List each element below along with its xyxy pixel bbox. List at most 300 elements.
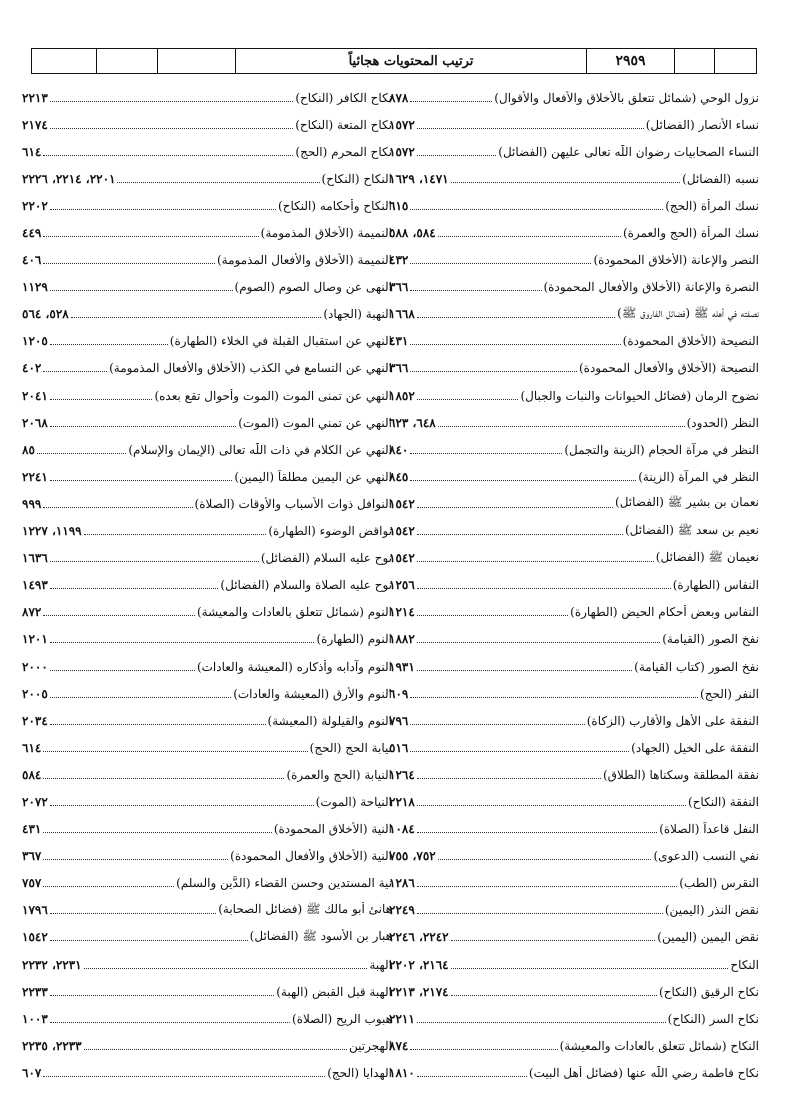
dot-leader bbox=[84, 967, 368, 969]
entry-page-numbers: ٣٦٦ bbox=[389, 361, 409, 376]
entry-topic: النية (الأخلاق المحمودة) bbox=[273, 822, 392, 837]
index-entry bbox=[22, 463, 392, 490]
entry-topic: النهى عن وصال الصوم (الصوم) bbox=[234, 280, 392, 295]
index-entry bbox=[389, 138, 759, 165]
entry-topic: النفقة (النكاح) bbox=[687, 794, 759, 809]
index-entry bbox=[22, 219, 392, 246]
entry-page-numbers: ٦٠٧ bbox=[22, 1065, 42, 1080]
dot-leader bbox=[71, 316, 322, 318]
entry-page-numbers: ٤٠٦ bbox=[22, 253, 42, 268]
entry-topic: النساء الصحابيات رضوان اللّٰه تعالى عليهن (الفضائل) bbox=[498, 144, 759, 159]
entry-topic: نواقض الوضوء (الطهارة) bbox=[268, 524, 392, 539]
dot-leader bbox=[438, 858, 652, 860]
entry-topic: النظر (الحدود) bbox=[686, 415, 759, 430]
page-title: ترتيب المحتويات هجائياً bbox=[235, 49, 586, 73]
dot-leader bbox=[417, 641, 660, 643]
index-entry bbox=[22, 816, 392, 843]
index-entry bbox=[389, 463, 759, 490]
entry-topic: نكاح الرقيق (النكاح) bbox=[659, 984, 759, 999]
entry-page-numbers: ٨٧٢ bbox=[22, 605, 42, 620]
entry-topic: نية المستدين وحسن القضاء (الدَّين والسلم) bbox=[176, 876, 392, 891]
dot-leader bbox=[50, 669, 195, 671]
entry-page-numbers: ٦١٥ bbox=[389, 198, 409, 213]
entry-page-numbers: ١٥٤٢ bbox=[22, 930, 48, 945]
entry-page-numbers: ٢٠٤١ bbox=[22, 388, 48, 403]
dot-leader bbox=[417, 614, 568, 616]
index-entry bbox=[389, 382, 759, 409]
dot-leader bbox=[410, 289, 541, 291]
index-entry bbox=[389, 490, 759, 517]
dot-leader bbox=[43, 885, 174, 887]
entry-topic: النهي عن اليمين مطلقاً (اليمين) bbox=[234, 469, 392, 484]
entry-topic: نقض النذر (اليمين) bbox=[664, 903, 759, 918]
entry-topic: النهي عن تمني الموت (الموت) bbox=[238, 415, 392, 430]
dot-leader bbox=[43, 750, 307, 752]
entry-topic: النية (الأخلاق والأفعال المحمودة) bbox=[230, 849, 392, 864]
entry-page-numbers: ١٠٨٤ bbox=[389, 822, 415, 837]
entry-topic: النهي عن التسامع في الكذب (الأخلاق والأفعال المذمومة) bbox=[109, 361, 392, 376]
entry-page-numbers: ٦١٤ bbox=[22, 740, 42, 755]
entry-topic: نكاح فاطمة رضي اللّٰه عنها (فضائل أهل البيت) bbox=[528, 1065, 759, 1080]
dot-leader bbox=[410, 343, 620, 345]
entry-page-numbers: ٢٢٤٩ bbox=[389, 903, 415, 918]
entry-page-numbers: ١١٩٩، ١٢٢٧ bbox=[22, 524, 82, 539]
index-entry bbox=[389, 924, 759, 951]
entry-page-numbers: ٦١٤ bbox=[22, 144, 42, 159]
index-entry bbox=[22, 301, 392, 328]
dot-leader bbox=[50, 641, 315, 643]
dot-leader bbox=[410, 479, 636, 481]
dot-leader bbox=[438, 425, 685, 427]
index-entry bbox=[22, 978, 392, 1005]
dot-leader bbox=[417, 127, 644, 129]
index-entry bbox=[22, 843, 392, 870]
entry-topic: نوح عليه السلام (الفضائل) bbox=[260, 551, 392, 566]
dot-leader bbox=[43, 370, 107, 372]
entry-page-numbers: ١٢٨٦ bbox=[389, 876, 415, 891]
entry-topic: النقرس (الطب) bbox=[679, 876, 759, 891]
index-entry bbox=[22, 409, 392, 436]
index-entry bbox=[389, 111, 759, 138]
entry-topic: النفقة على الخيل (الجهاد) bbox=[631, 740, 759, 755]
entry-topic: النصر والإعانة (الأخلاق المحمودة) bbox=[593, 253, 759, 268]
entry-topic: نكاح الكافر (النكاح) bbox=[295, 90, 392, 105]
dot-leader bbox=[50, 696, 231, 698]
index-entry bbox=[22, 165, 392, 192]
entry-page-numbers: ٢١٦٤، ٢٢٠٢ bbox=[389, 957, 449, 972]
entry-page-numbers: ٧٩٦ bbox=[389, 713, 409, 728]
entry-topic: نساء الأنصار (الفضائل) bbox=[645, 117, 759, 132]
entry-page-numbers: ٨٤٠ bbox=[389, 442, 409, 457]
entry-topic: النفر (الحج) bbox=[700, 686, 759, 701]
dot-leader bbox=[50, 343, 168, 345]
entry-page-numbers: ١٢٠٥ bbox=[22, 334, 48, 349]
index-entry bbox=[22, 382, 392, 409]
index-entry bbox=[22, 870, 392, 897]
entry-topic: النصرة والإعانة (الأخلاق والأفعال المحمودة) bbox=[543, 280, 759, 295]
index-entry bbox=[389, 734, 759, 761]
entry-page-numbers: ٢٢٣١، ٢٢٣٢ bbox=[22, 957, 82, 972]
index-entry bbox=[22, 274, 392, 301]
index-entry bbox=[22, 951, 392, 978]
entry-page-numbers: ١٧٩٦ bbox=[22, 903, 48, 918]
dot-leader bbox=[37, 452, 126, 454]
entry-topic: النكاح وأحكامه (النكاح) bbox=[278, 198, 392, 213]
entry-page-numbers: ٨٧٤ bbox=[389, 1038, 409, 1053]
dot-leader bbox=[417, 831, 657, 833]
dot-leader bbox=[417, 506, 613, 508]
entry-topic: نكاح المحرم (الحج) bbox=[295, 144, 392, 159]
dot-leader bbox=[50, 479, 233, 481]
entry-page-numbers: ٢٠٧٢ bbox=[22, 794, 48, 809]
entry-topic: النوم (الطهارة) bbox=[316, 632, 392, 647]
index-entry bbox=[22, 680, 392, 707]
index-entry bbox=[22, 328, 392, 355]
entry-page-numbers: ٢٢٤٢، ٢٢٤٦ bbox=[389, 930, 449, 945]
entry-page-numbers: ٧٥٢، ٧٥٥ bbox=[389, 849, 436, 864]
dot-leader bbox=[43, 506, 192, 508]
dot-leader bbox=[451, 181, 681, 183]
entry-topic: نيابة الحج (الحج) bbox=[309, 740, 392, 755]
index-entry bbox=[389, 788, 759, 815]
entry-page-numbers: ٨٥ bbox=[22, 442, 35, 457]
entry-page-numbers: ١٢١٤ bbox=[389, 605, 415, 620]
entry-page-numbers: ٢٢٠٢ bbox=[22, 198, 48, 213]
dot-leader bbox=[451, 994, 657, 996]
entry-page-numbers: ٢٠٣٤ bbox=[22, 713, 48, 728]
dot-leader bbox=[43, 614, 195, 616]
entry-page-numbers: ٢٢٣٣، ٢٢٣٥ bbox=[22, 1038, 82, 1053]
dot-leader bbox=[417, 912, 663, 914]
index-entry bbox=[22, 1059, 392, 1086]
entry-topic: النميمة (الأخلاق المذمومة) bbox=[260, 226, 392, 241]
dot-leader bbox=[43, 262, 215, 264]
index-entry bbox=[389, 328, 759, 355]
dot-leader bbox=[84, 533, 267, 535]
page-number: ٢٩٥٩ bbox=[586, 49, 674, 73]
entry-page-numbers: ٣٦٧ bbox=[22, 849, 42, 864]
entry-topic: نوح عليه الصلاة والسلام (الفضائل) bbox=[220, 578, 392, 593]
entry-topic: النفاس وبعض أحكام الحيض (الطهارة) bbox=[570, 605, 759, 620]
entry-topic: نسبه (الفضائل) bbox=[682, 171, 759, 186]
entry-topic: النصيحة (الأخلاق المحمودة) bbox=[622, 334, 759, 349]
dot-leader bbox=[50, 912, 216, 914]
index-entry bbox=[22, 761, 392, 788]
entry-topic: نفقة المطلقة وسكناها (الطلاق) bbox=[602, 767, 759, 782]
index-entry bbox=[389, 897, 759, 924]
dot-leader bbox=[417, 587, 671, 589]
index-entry bbox=[389, 192, 759, 219]
entry-topic: النوم وآدابه وأذكاره (المعيشة والعادات) bbox=[196, 659, 392, 674]
index-entry bbox=[389, 84, 759, 111]
entry-topic: نقض اليمين (اليمين) bbox=[657, 930, 759, 945]
index-entry bbox=[389, 870, 759, 897]
entry-page-numbers: ٣٦٦ bbox=[389, 280, 409, 295]
entry-topic: نفي النسب (الدعوى) bbox=[653, 849, 759, 864]
dot-leader bbox=[43, 235, 258, 237]
entry-topic: النهي عن الكلام في ذات اللّٰه تعالى (الإيمان والإسلام) bbox=[128, 442, 392, 457]
entry-page-numbers: ٢٢٤١ bbox=[22, 469, 48, 484]
entry-page-numbers: ٥٨٤، ٥٨٨ bbox=[389, 226, 436, 241]
index-entry bbox=[389, 518, 759, 545]
dot-leader bbox=[50, 289, 233, 291]
index-entry bbox=[389, 219, 759, 246]
entry-page-numbers: ٥٢٨، ٥٦٤ bbox=[22, 307, 69, 322]
dot-leader bbox=[417, 560, 654, 562]
index-entry bbox=[22, 924, 392, 951]
index-entry bbox=[22, 490, 392, 517]
page-header bbox=[31, 48, 757, 74]
entry-topic: نعيمان ﷺ (الفضائل) bbox=[655, 549, 759, 564]
dot-leader bbox=[50, 208, 276, 210]
dot-leader bbox=[410, 723, 584, 725]
entry-page-numbers: ٢٢١٣ bbox=[22, 90, 48, 105]
entry-page-numbers: ٢٢١١ bbox=[389, 1011, 415, 1026]
index-entry bbox=[389, 761, 759, 788]
entry-page-numbers: ٢٢٠١، ٢٢١٤، ٢٢٢٦ bbox=[22, 171, 116, 186]
header-empty-cell bbox=[32, 49, 96, 73]
index-entry bbox=[389, 680, 759, 707]
dot-leader bbox=[438, 235, 621, 237]
index-entry bbox=[389, 572, 759, 599]
entry-page-numbers: ١٠٠٣ bbox=[22, 1011, 48, 1026]
entry-topic: النظر في مرآة الحجام (الزينة والتجمل) bbox=[564, 442, 759, 457]
entry-topic: النهبة (الجهاد) bbox=[323, 307, 392, 322]
entry-topic: النهي عن استقبال القبلة في الخلاء (الطهارة) bbox=[169, 334, 392, 349]
entry-topic: نعمان بن بشير ﷺ (الفضائل) bbox=[615, 495, 759, 510]
index-entry bbox=[22, 545, 392, 572]
index-entry bbox=[22, 247, 392, 274]
index-entry bbox=[389, 409, 759, 436]
entry-topic: النكاح (النكاح) bbox=[321, 171, 392, 186]
entry-page-numbers: ٨٧٨ bbox=[389, 90, 409, 105]
entry-page-numbers: ٢٢١٨ bbox=[389, 794, 415, 809]
dot-leader bbox=[50, 398, 153, 400]
entry-topic: نعيم بن سعد ﷺ (الفضائل) bbox=[624, 522, 759, 537]
entry-topic: النوم (شمائل تتعلق بالعادات والمعيشة) bbox=[196, 605, 392, 620]
entry-topic: الهبة قبل القبض (الهبة) bbox=[276, 984, 392, 999]
dot-leader bbox=[417, 1075, 527, 1077]
index-entry bbox=[22, 436, 392, 463]
entry-topic: نسك المرأة (الحج) bbox=[665, 198, 759, 213]
index-entry bbox=[389, 816, 759, 843]
dot-leader bbox=[43, 858, 228, 860]
dot-leader bbox=[43, 831, 271, 833]
dot-leader bbox=[50, 804, 314, 806]
entry-page-numbers: ٢٠٠٥ bbox=[22, 686, 48, 701]
entry-page-numbers: ٤٣١ bbox=[389, 334, 409, 349]
entry-topic: هانئ أبو مالك ﷺ (فضائل الصحابة) bbox=[218, 901, 392, 916]
entry-page-numbers: ١٥٤٢ bbox=[389, 551, 415, 566]
entry-page-numbers: ٦٠٩ bbox=[389, 686, 409, 701]
entry-page-numbers: ٢١٧٤ bbox=[22, 117, 48, 132]
index-entry bbox=[389, 1032, 759, 1059]
dot-leader bbox=[410, 262, 591, 264]
entry-page-numbers: ١٥٤٢ bbox=[389, 524, 415, 539]
header-empty-cell bbox=[674, 49, 714, 73]
entry-page-numbers: ١٤٧١، ١٦٢٩ bbox=[389, 171, 449, 186]
dot-leader bbox=[417, 154, 497, 156]
entry-page-numbers: ١٥٧٢ bbox=[389, 144, 415, 159]
header-empty-cell bbox=[157, 49, 235, 73]
entry-page-numbers: ٢٢٣٣ bbox=[22, 984, 48, 999]
entry-topic: النيابة (الحج والعمرة) bbox=[286, 767, 392, 782]
entry-page-numbers: ١٦٦٨ bbox=[389, 307, 415, 322]
index-entry bbox=[389, 545, 759, 572]
entry-page-numbers: ٩٩٩ bbox=[22, 496, 42, 511]
index-entry bbox=[22, 1032, 392, 1059]
entry-page-numbers: ١٢٥٦ bbox=[389, 578, 415, 593]
dot-leader bbox=[417, 533, 623, 535]
entry-topic: هبوب الريح (الصلاة) bbox=[292, 1011, 392, 1026]
entry-page-numbers: ٤٣٢ bbox=[389, 253, 409, 268]
entry-page-numbers: ١٩٣١ bbox=[389, 659, 415, 674]
entry-topic: نزول الوحي (شمائل تتعلق بالأخلاق والأفعال والأقوال) bbox=[494, 90, 759, 105]
dot-leader bbox=[117, 181, 319, 183]
entry-topic: نضوح الرمان (فضائل الحيوانات والنبات والجبال) bbox=[520, 388, 759, 403]
entry-page-numbers: ١٥٤٢ bbox=[389, 496, 415, 511]
dot-leader bbox=[50, 100, 294, 102]
dot-leader bbox=[417, 804, 686, 806]
entry-page-numbers: ٢١٧٤، ٢٢١٣ bbox=[389, 984, 449, 999]
index-entry bbox=[22, 111, 392, 138]
entry-page-numbers: ٧٥٧ bbox=[22, 876, 42, 891]
index-entry bbox=[22, 518, 392, 545]
entry-topic: النصيحة (الأخلاق والأفعال المحمودة) bbox=[578, 361, 759, 376]
header-empty-cell bbox=[96, 49, 157, 73]
entry-topic: النياحة (الموت) bbox=[315, 794, 392, 809]
index-entry bbox=[22, 192, 392, 219]
index-entry bbox=[22, 734, 392, 761]
dot-leader bbox=[84, 1048, 347, 1050]
entry-topic: النكاح (شمائل تتعلق بالعادات والمعيشة) bbox=[559, 1038, 759, 1053]
entry-topic: النظر في المرآة (الزينة) bbox=[638, 469, 759, 484]
index-entry bbox=[389, 274, 759, 301]
dot-leader bbox=[50, 994, 274, 996]
dot-leader bbox=[43, 777, 284, 779]
index-entry bbox=[389, 599, 759, 626]
dot-leader bbox=[451, 939, 656, 941]
dot-leader bbox=[410, 370, 577, 372]
entry-page-numbers: ٥١٦ bbox=[389, 740, 409, 755]
dot-leader bbox=[50, 939, 248, 941]
dot-leader bbox=[410, 100, 492, 102]
entry-page-numbers: ٨٤٥ bbox=[389, 469, 409, 484]
index-entry bbox=[22, 138, 392, 165]
dot-leader bbox=[417, 669, 632, 671]
dot-leader bbox=[50, 723, 266, 725]
entry-topic: النميمة (الأخلاق والأفعال المذمومة) bbox=[216, 253, 392, 268]
dot-leader bbox=[50, 425, 236, 427]
index-entry bbox=[389, 355, 759, 382]
index-entry bbox=[389, 707, 759, 734]
entry-topic: نسك المرأة (الحج والعمرة) bbox=[622, 226, 759, 241]
index-entry bbox=[389, 626, 759, 653]
entry-topic: النفاس (الطهارة) bbox=[672, 578, 759, 593]
entry-topic: النوم والأرق (المعيشة والعادات) bbox=[233, 686, 392, 701]
index-entry bbox=[389, 301, 759, 328]
header-empty-cell bbox=[714, 49, 756, 73]
dot-leader bbox=[43, 154, 293, 156]
dot-leader bbox=[451, 967, 729, 969]
index-column-left bbox=[22, 84, 392, 1086]
dot-leader bbox=[50, 587, 219, 589]
entry-page-numbers: ٦٤٨، ٦٢٣ bbox=[389, 415, 436, 430]
entry-page-numbers: ١٤٩٣ bbox=[22, 578, 48, 593]
entry-page-numbers: ١٨٥٢ bbox=[389, 388, 415, 403]
index-entry bbox=[22, 707, 392, 734]
dot-leader bbox=[410, 1048, 557, 1050]
index-entry bbox=[389, 1005, 759, 1032]
index-entry bbox=[389, 247, 759, 274]
index-entry bbox=[389, 843, 759, 870]
index-entry bbox=[389, 1059, 759, 1086]
entry-topic: نفخ الصور (كتاب القيامة) bbox=[634, 659, 759, 674]
entry-topic: الهبة bbox=[369, 957, 392, 972]
entry-page-numbers: ١٢٠١ bbox=[22, 632, 48, 647]
entry-topic: هبار بن الأسود ﷺ (الفضائل) bbox=[249, 928, 392, 943]
index-entry bbox=[22, 599, 392, 626]
entry-topic: نكاح السر (النكاح) bbox=[667, 1011, 759, 1026]
entry-topic: النفل قاعداً (الصلاة) bbox=[659, 822, 759, 837]
entry-topic: النفقة على الأهل والأقارب (الزكاة) bbox=[586, 713, 759, 728]
index-entry bbox=[22, 626, 392, 653]
entry-topic: الهدايا (الحج) bbox=[327, 1065, 392, 1080]
index-entry bbox=[22, 788, 392, 815]
entry-topic: النوافل ذوات الأسباب والأوقات (الصلاة) bbox=[194, 496, 392, 511]
entry-topic: النوم والقيلولة (المعيشة) bbox=[267, 713, 392, 728]
dot-leader bbox=[43, 1075, 325, 1077]
index-entry bbox=[389, 978, 759, 1005]
dot-leader bbox=[417, 1021, 666, 1023]
entry-page-numbers: ٤٣١ bbox=[22, 822, 42, 837]
dot-leader bbox=[417, 885, 677, 887]
dot-leader bbox=[50, 560, 259, 562]
index-entry bbox=[22, 897, 392, 924]
index-entry bbox=[389, 165, 759, 192]
entry-page-numbers: ١٥٧٢ bbox=[389, 117, 415, 132]
index-entry bbox=[22, 355, 392, 382]
entry-topic: نكاح المتعة (النكاح) bbox=[295, 117, 392, 132]
index-entry bbox=[389, 436, 759, 463]
entry-topic: النكاح bbox=[730, 957, 759, 972]
dot-leader bbox=[417, 316, 615, 318]
index-entry bbox=[389, 951, 759, 978]
entry-topic: الهجرتين bbox=[349, 1038, 392, 1053]
index-column-right bbox=[389, 84, 759, 1086]
dot-leader bbox=[410, 750, 629, 752]
entry-page-numbers: ١٨١٠ bbox=[389, 1065, 415, 1080]
dot-leader bbox=[417, 398, 519, 400]
dot-leader bbox=[410, 208, 663, 210]
entry-page-numbers: ١١٢٩ bbox=[22, 280, 48, 295]
entry-topic: نفخ الصور (القيامة) bbox=[662, 632, 759, 647]
dot-leader bbox=[417, 777, 601, 779]
index-entry bbox=[22, 1005, 392, 1032]
entry-page-numbers: ١٨٨٢ bbox=[389, 632, 415, 647]
entry-page-numbers: ٤٤٩ bbox=[22, 226, 42, 241]
entry-topic: نصفته في أهله ﷺ (فضائل الفاروق ﷺ) bbox=[617, 305, 759, 320]
dot-leader bbox=[50, 127, 293, 129]
dot-leader bbox=[410, 696, 698, 698]
entry-page-numbers: ٤٠٢ bbox=[22, 361, 42, 376]
entry-page-numbers: ٢٠٠٠ bbox=[22, 659, 48, 674]
index-entry bbox=[389, 653, 759, 680]
entry-page-numbers: ٥٨٤ bbox=[22, 767, 42, 782]
dot-leader bbox=[410, 452, 562, 454]
index-entry bbox=[22, 572, 392, 599]
dot-leader bbox=[50, 1021, 290, 1023]
